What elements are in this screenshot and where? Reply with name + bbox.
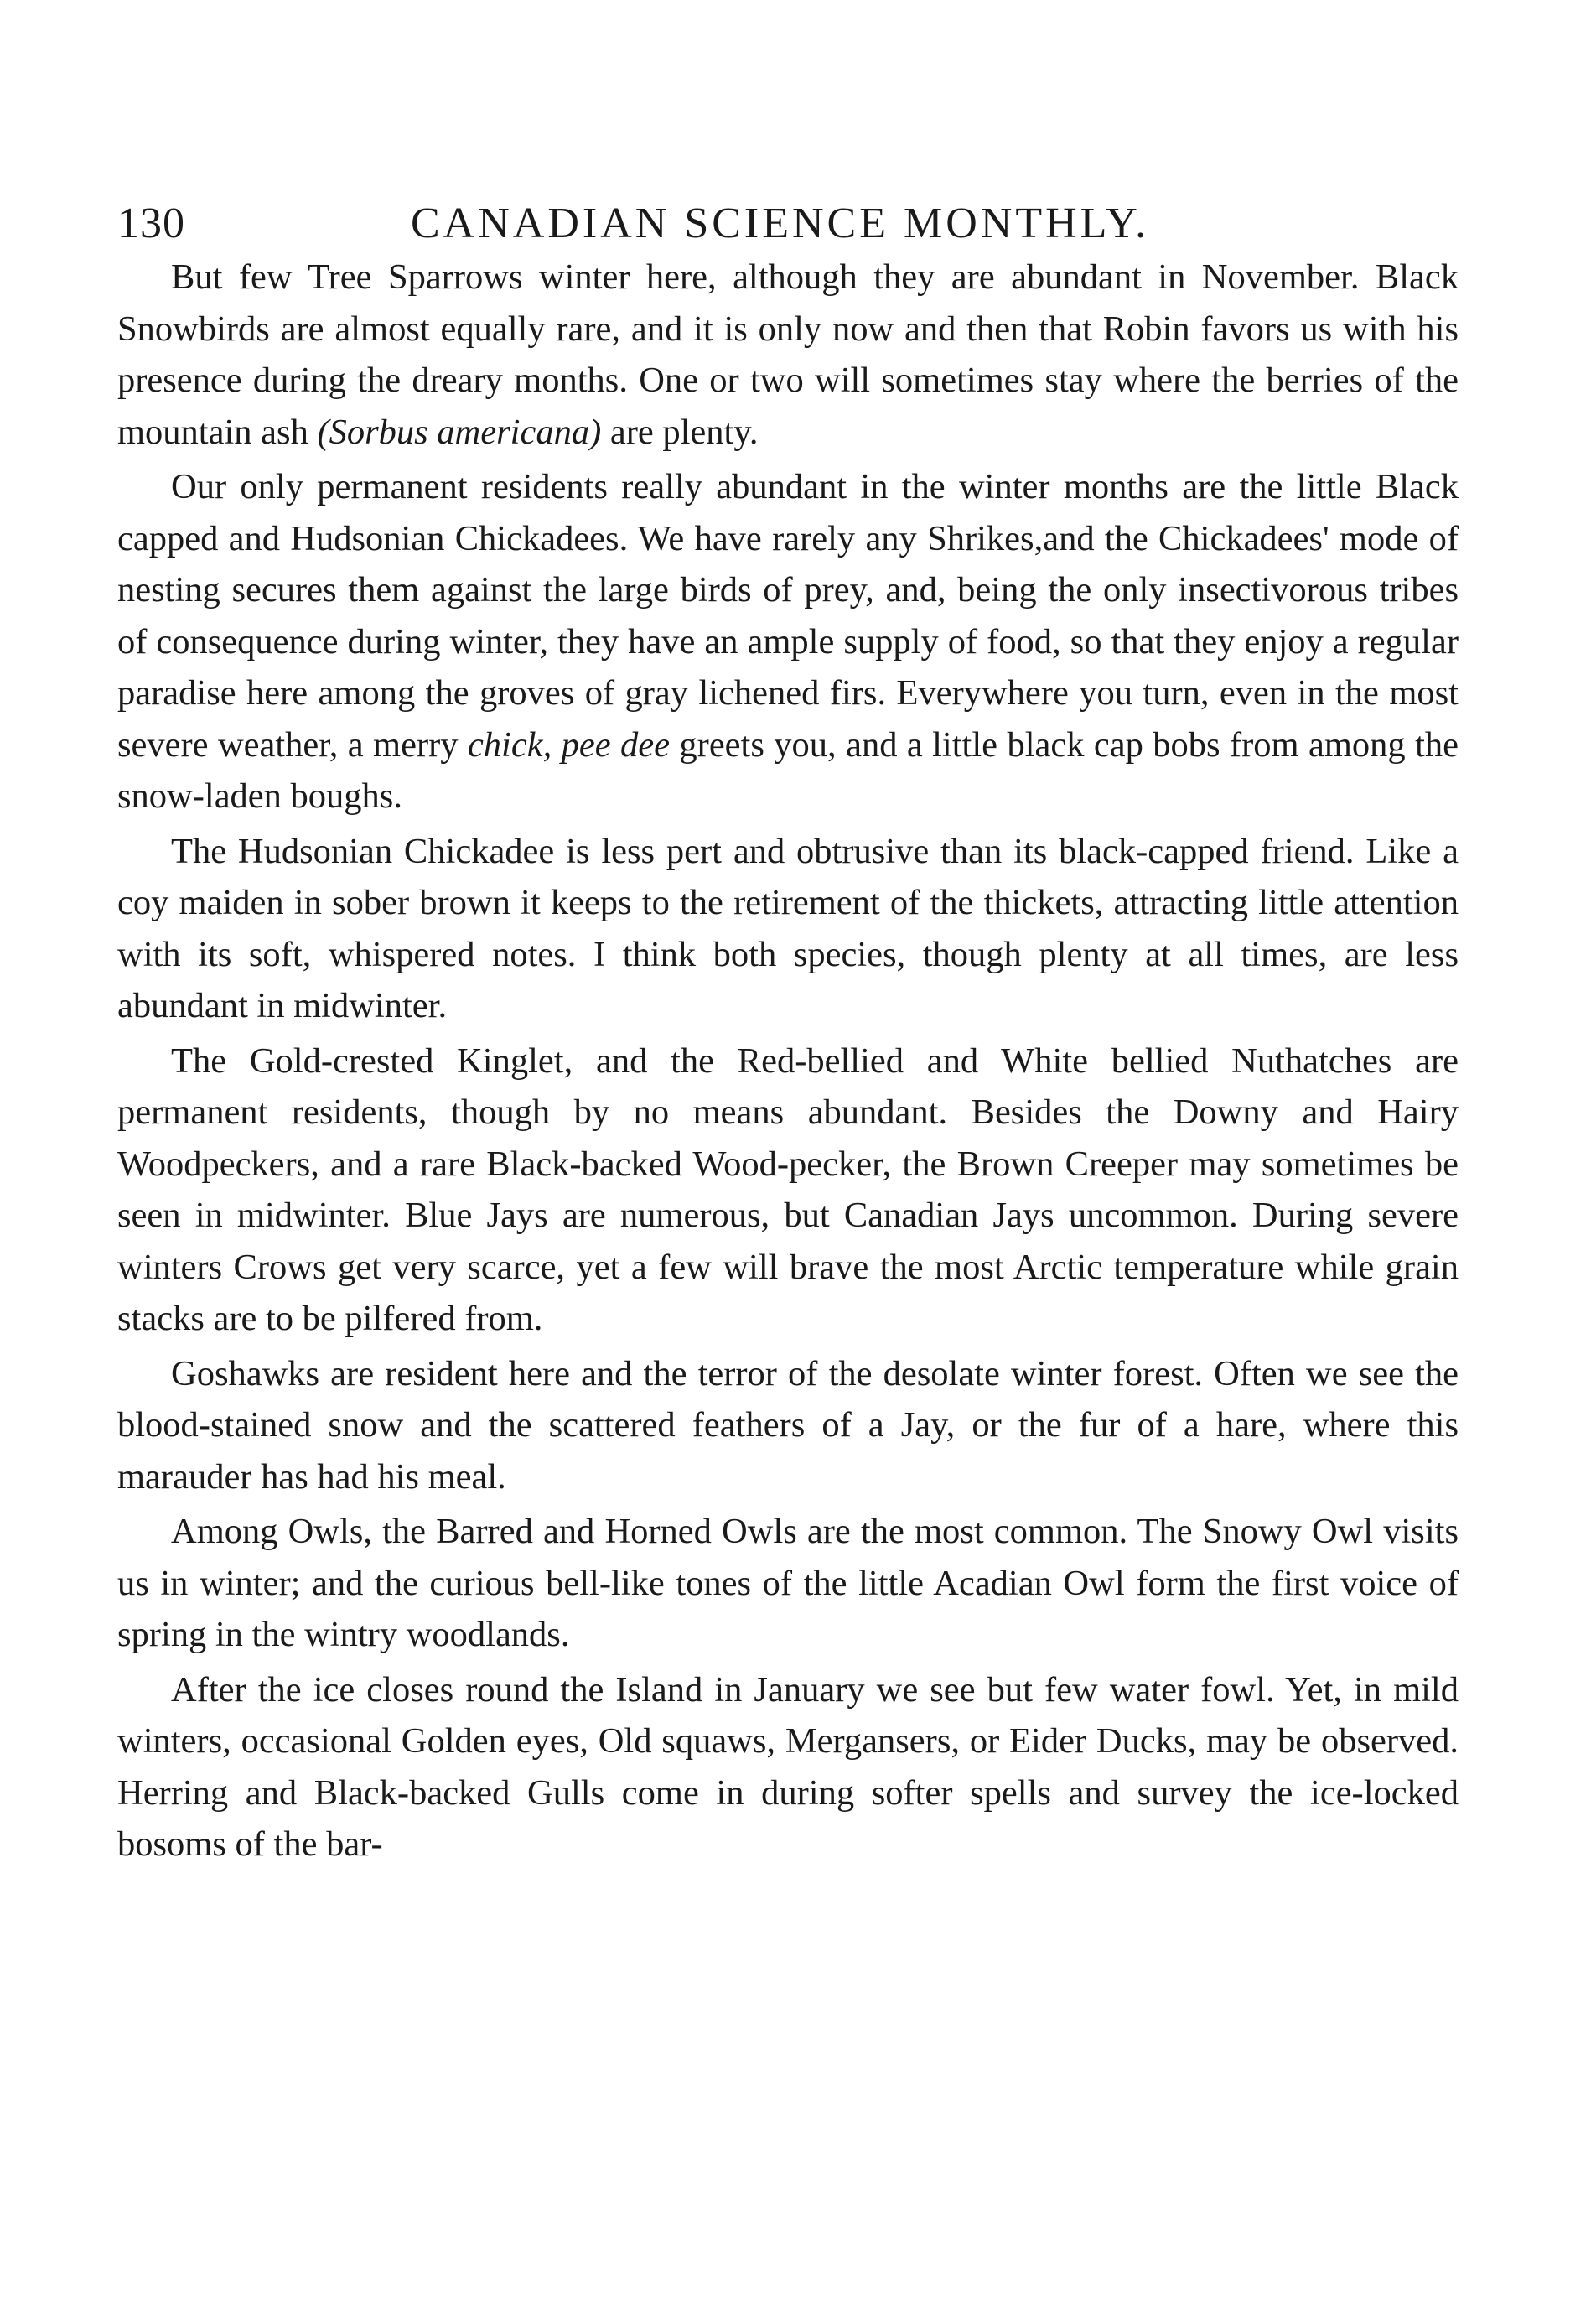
paragraph-chickadees: [117, 461, 1459, 822]
paragraph-text: Our only permanent residents really abundant in the winter months are the little Black capped and Hudsonian Chickadees. We have rarely any Shrikes,and the Chickadees' mode of nesting secures them against the large birds of prey, and, being the only insectivorous tribes of consequence during winter, they have an ample supply of food, so that they enjoy a regular paradise here among the groves of gray lichened firs. Everywhere you turn, even in the most severe weather, a merry: [117, 467, 1459, 765]
paragraph-owls: [117, 1506, 1459, 1661]
paragraph-tree-sparrows: [117, 252, 1459, 458]
paragraph-hudsonian-chickadee: [117, 826, 1459, 1032]
paragraph-text: But few Tree Sparrows winter here, although they are abundant in November. Black Snowbirds are almost equally rare, and it is only now and then that Robin favors us with his presence during the dreary months. One or two will sometimes stay where the berries of the mountain ash: [117, 257, 1459, 452]
article-body: [117, 252, 1459, 1871]
paragraph-text: The Gold-crested Kinglet, and the Red-bellied and White bellied Nuthatches are permanent residents, though by no means abundant. Besides the Downy and Hairy Woodpeckers, and a rare Black-backed Wood-pecker, the Brown Creeper may sometimes be seen in midwinter. Blue Jays are numerous, but Canadian Jays uncommon. During severe winters Crows get very scarce, yet a few will brave the most Arctic temperature while grain stacks are to be pilfered from.: [117, 1040, 1459, 1338]
paragraph-text: After the ice closes round the Island in January we see but few water fowl. Yet, in mild winters, occasional Golden eyes, Old squaws, Mergansers, or Eider Ducks, may be observed. Herring and Black-backed Gulls come in during softer spells and survey the ice-locked bosoms of the bar-: [117, 1669, 1459, 1864]
paragraph-text: Goshawks are resident here and the terror of the desolate winter forest. Often we see the blood-stained snow and the scattered feathers of a Jay, or the fur of a hare, where this marauder has had his meal.: [117, 1353, 1459, 1497]
paragraph-kinglet-nuthatches: [117, 1035, 1459, 1345]
paragraph-text: are plenty.: [601, 412, 759, 452]
page-number: 130: [117, 200, 185, 247]
paragraph-water-fowl: [117, 1664, 1459, 1871]
paragraph-text: greets you, and a little black cap bobs from among the snow-laden boughs.: [117, 724, 1459, 816]
paragraph-text: The Hudsonian Chickadee is less pert and obtrusive than its black-capped friend. Like a coy maiden in sober brown it keeps to the retirement of the thickets, attracting little attention with its soft, whispered notes. I think both species, though plenty at all times, are less abundant in midwinter.: [117, 831, 1459, 1025]
italic-call: chick, pee dee: [467, 724, 670, 765]
paragraph-text: Among Owls, the Barred and Horned Owls are the most common. The Snowy Owl visits us in winter; and the curious bell-like tones of the little Acadian Owl form the first voice of spring in the wintry woodlands.: [117, 1512, 1459, 1654]
page-header: [117, 195, 1459, 253]
paragraph-goshawks: [117, 1348, 1459, 1503]
italic-latin-name: (Sorbus americana): [317, 412, 602, 452]
running-title: CANADIAN SCIENCE MONTHLY.: [411, 200, 1150, 247]
